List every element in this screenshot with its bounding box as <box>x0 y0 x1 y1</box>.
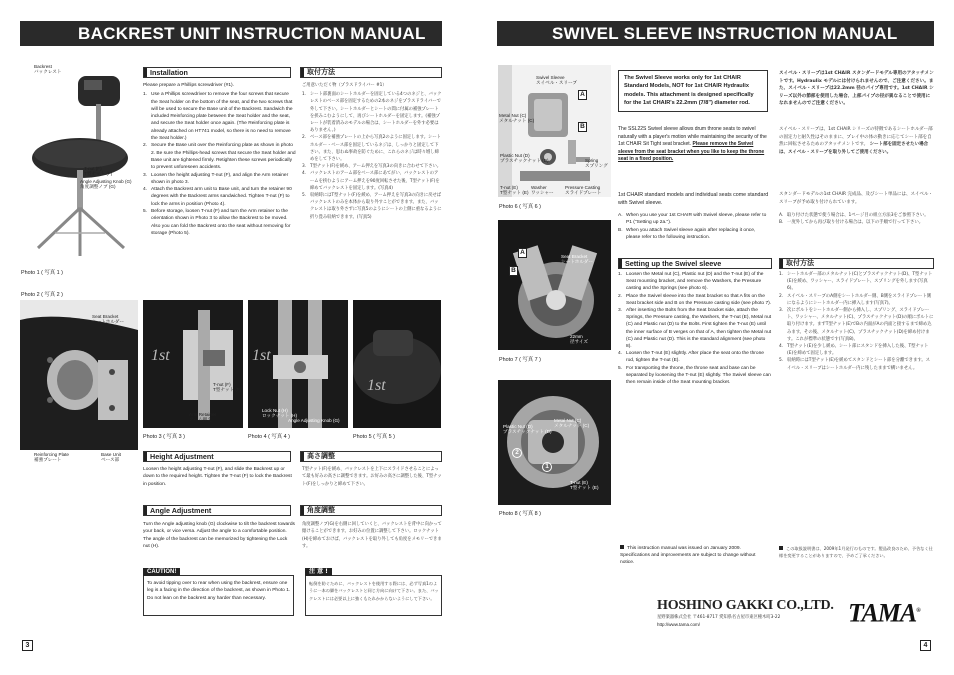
label-reinforcing-plate: Reinforcing Plate 補強プレート <box>34 452 69 463</box>
caution-heading-jp: 注 意 ! <box>305 568 332 576</box>
label-pressure-casting: Pressure Casting スライドプレート <box>565 185 602 196</box>
svg-text:1st: 1st <box>252 347 271 364</box>
installation-step-jp: 2. ベース部を補強プレートの上から写真2のように固定します。シートホルダー・ベース部を固定しているネジは、しっかりと固定して下さい。また、思わぬ事故を防ぐために、これらのネジは時々増し締めをして下さい。 <box>302 135 441 163</box>
photo-2-caption: Photo 2 ( 写真 2 ) <box>21 292 63 298</box>
label-22mm: 22mm 径サイズ <box>570 334 589 345</box>
photo-8-caption: Photo 8 ( 写真 8 ) <box>499 511 541 517</box>
height-text-jp: T型ナット(F)を緩め、バックレストを上下にスライドさせることによって最も好みの高さに調整できます。お好みの高さに調整した後、T型ナット(F)をしっかりと締めて下さい。 <box>302 467 442 487</box>
label-tnut-photo8: T-nut (E) T型ナット (E) <box>570 480 599 491</box>
square-bullet-icon <box>620 545 624 549</box>
installation-step: 3. Loosen the height adjusting T-nut (F), and align the Arm retainer shown in photo 3. <box>143 172 289 185</box>
installation-heading: Installation <box>143 67 291 78</box>
photo-8 <box>498 380 611 505</box>
photo-3 <box>143 300 243 428</box>
standard-item: B. When you attach Swivel sleeve again after replacing it once, please refer to the following instruction. <box>618 227 756 240</box>
setup-step: 5. For transporting the throne, the throne seat and base can be separated by loosening the T-nut (E) slightly. The Swivel sleeve can then remain inside of the Seat mounting bracket. <box>618 365 771 386</box>
caution-box <box>143 569 294 616</box>
angle-text: Turn the Angle adjusting knob (G) clockwise to tilt the backrest towards your back, or vice versa. Adjust the angle to a comfortable position. The angle of the backrest can be memorized by tightening the Lock nut (H). <box>143 522 295 549</box>
standard-item-jp: B. 一度外してから再び取り付ける場合は、以下の手順で行って下さい。 <box>779 220 924 226</box>
marker-2: 2 <box>512 448 522 458</box>
label-spring: Spring スプリング <box>585 158 608 169</box>
standard-item-jp: A. 取り付けた状態で使う場合は、1ページ目の組立方法3をご参照下さい。 <box>779 213 929 218</box>
setup-step-jp: 1. シートホルダー部のメタルナット(C)とプラスチックナット(D)、T型ナット(E)を緩め、ワッシャー、スライドプレート、スプリングを外します(写真6)。 <box>779 272 933 292</box>
installation-steps-jp <box>302 91 442 221</box>
photo-4 <box>248 300 348 428</box>
photo-7-caption: Photo 7 ( 写真 7 ) <box>499 357 541 363</box>
installation-text <box>143 82 296 237</box>
installation-intro-jp: ご用意いただく物（プラスドライバー #1） <box>302 83 387 88</box>
label-base-unit: Base Unit ベース部 <box>101 452 121 463</box>
photo-2 <box>20 300 138 450</box>
photo-5 <box>353 300 441 428</box>
angle-heading-jp: 角度調整 <box>300 505 442 516</box>
installation-step-jp: 4. バックレストのアーム部をベース部にあてがい、バックレストのアームを挟むようにアーム押えを90度回転させた後、T型ナット(F)を締めてバックレストを固定します。(写真4) <box>302 171 440 191</box>
svg-text:1st: 1st <box>367 377 386 394</box>
company-name: HOSHINO GAKKI CO.,LTD. <box>657 598 834 613</box>
right-page-title: SWIVEL SLEEVE INSTRUCTION MANUAL <box>497 21 934 46</box>
label-seat-bracket-photo7: Seat Bracket シートホルダー <box>561 254 593 265</box>
company-url: http://www.tama.com/ <box>657 622 701 627</box>
setup-step: 4. Loosen the T-nut (E) slightly. After place the seat onto the throne rod, tighten the T-nut (E). <box>618 351 764 364</box>
height-heading: Height Adjustment <box>143 451 291 462</box>
company-address: 星野楽器株式会社 〒461-8717 愛知県名古屋市東区橦木町3-22 <box>657 615 781 620</box>
photo-1 <box>20 58 138 263</box>
marker-1: 1 <box>542 462 552 472</box>
tag-b: B <box>578 122 587 132</box>
photo-7 <box>498 220 611 350</box>
label-angle-knob-photo4: Angle Adjusting Knob (G) <box>288 418 340 423</box>
standard-item: A. When you use your 1st CHAIR with Swivel sleeve, please refer to P1 ("Setting up 2a."). <box>618 213 767 226</box>
standard-intro-jp: スタンダードモデルの1st CHAIR 完成品、及びシート単品には、スイベル・スリーブが予め取り付けられています。 <box>779 192 933 205</box>
swivel-intro-bold: Please remove the Swivel sleeve from the seat bracket when you like to keep the throne seat in a fixed position. <box>618 141 765 163</box>
setup-steps <box>618 271 772 386</box>
setup-steps-jp <box>779 271 934 372</box>
label-metal-nut-photo8: Metal Nut (C) メタルナット (C) <box>554 418 590 429</box>
setup-step-jp: 2. スイベル・スリーブのA側をシートホルダー側、B側をスライドプレート側になるようにシートホルダー内に挿入します(写真7)。 <box>779 293 932 306</box>
installation-step: 1. Use a Phillips screwdriver to remove the four screws that secure the Seat holder on the bottom of the seat, and the two screws that will be used to secure the Base unit of the Backrest. Sandwich the included Reinforcing plate between the Seat holder and the seat, and secure the Seat holder once again. (The Reinforcing plate is already attached on HT741 model, so there is no need to remove the Seat holder.) <box>143 92 293 142</box>
installation-steps <box>143 91 296 237</box>
installation-step-jp: 1. シート部裏面のシートホルダーを固定している4つのネジと、バックレストのベース部を固定するための2本のネジをプラスドライバーで外して下さい。シートホルダーとシートの間に付属の補強プレートを挟みこむようにして、再びシートホルダーを固定します。(補強プレートが装着済みのモデルの場合は、シートホルダーを外す必要はありません。) <box>302 92 442 134</box>
photo-1-caption: Photo 1 ( 写真 1 ) <box>21 270 63 276</box>
label-lock-nut: Lock Nut (H) ロックナット (H) <box>262 408 298 419</box>
setup-heading-jp: 取付方法 <box>779 258 934 269</box>
photo-4-caption: Photo 4 ( 写真 4 ) <box>248 434 290 440</box>
folded-backrest-illustration <box>353 300 441 428</box>
compatibility-notice-jp: スイベル・スリーブは1st CHAIR スタンダードモデル専用のアタッチメントです。Hydraulix モデルには付けられませんので、ご注意ください。また、スイベル・スリーブは22.2mm 径のパイプ専用です。1st CHAIR シリーズ以外の節部を使用した場合、上部パイプの径が異なることで使用になれませんのでご注意ください。 <box>779 71 934 107</box>
height-text: Loosen the height adjusting T-nut (F), and slide the Backrest up or down to the required height. Tighten the T-nut (F) to lock the Backrest in position. <box>143 467 292 487</box>
caution-text-jp: 転倒を防ぐために、バックレストを使用する際には、必ず写真1のように一本の脚をバックレストと同じ方向に向けて下さい。また、バックレストには必要以上に強くもたれかからないようにして下さい。 <box>309 581 439 601</box>
seat-bracket-insertion-illustration <box>498 220 611 350</box>
label-seat-bracket: Seat Bracket シートホルダー <box>92 314 124 325</box>
setup-step: 1. Loosen the Metal nut (C), Plastic nut (D) and the T-nut (E) of the Seat mounting bracket, and remove the Washers, the Pressure casting and the Springs (see photo 6). <box>618 272 764 292</box>
installation-intro: Please prepare a Phillips screwdriver (#1). <box>143 83 234 88</box>
tama-logo: TAMA® <box>848 598 920 628</box>
left-page-number: 3 <box>22 640 33 651</box>
svg-text:1st: 1st <box>151 347 170 364</box>
swivel-intro-jp-bold: シート部を固定させたい場合は、スイベル・スリーブを取り外してご使用ください。 <box>779 142 929 155</box>
photo-6-caption: Photo 6 ( 写真 6 ) <box>499 204 541 210</box>
installation-step-jp: 5. 収納時にはT型ナット(F)を緩め、アーム押えを写真3の向きに戻せばバックレストのみを本体から取り外すことができます。また、バックレストは取り外さずに写真5のようにシートの上側に重なるように折り畳み収納できます。(写真5) <box>302 193 442 220</box>
setup-step: 2. Place the Swivel sleeve into the Seat bracket so that A fits on the Seat bracket side and B on the Pressure casting side (see photo 7). <box>618 293 772 306</box>
tag-a-photo7: A <box>518 248 527 258</box>
label-swivel-sleeve: Swivel Sleeve スイベル・スリーブ <box>536 75 578 86</box>
standard-intro: 1st CHAIR standard models and individual seats come standard with Swivel sleeve. <box>618 192 769 207</box>
installation-text-jp <box>302 82 442 221</box>
installation-step: 5. Before storage, loosen T-nut (F) and turn the Arm retainer to the orientation shown in Photo 3 to allow the Backrest to be moved. Also you can fold the Backrest onto the seat without removing for storage (Photo 5). <box>143 209 291 236</box>
installation-step-jp: 3. T型ナット(F)を緩め、アーム押えを写真3の向きに合わせて下さい。 <box>302 164 442 170</box>
label-angle-knob: Angle Adjusting Knob (G) 角度調整ノブ (G) <box>80 179 132 190</box>
angle-heading: Angle Adjustment <box>143 505 291 516</box>
label-tnut-f: T-nut (F) T型ナット (F) <box>84 166 113 177</box>
installation-step: 2. Secure the Base unit over the Reinforcing plate as shown in photo 2. Be sure the Phillips-head screws that secure the Seat holder and Base unit are tightened firmly. Retighten these screws periodically to prevent unforeseen accidents. <box>143 143 296 171</box>
setup-step-jp: 3. 次にボルトをシートホルダー側から挿入し、スプリング、スライドプレート、ワッシャー、メタルナット(C)、プラスチックナット(D)の順にボルトに取り付けます。まずT型ナット(E)でBの内面がAの内面と接するまで締め込みます。その後、メタルナット(C)、プラスチックナット(D)を締め付けます。これが標準の状態です(写真8)。 <box>779 308 934 342</box>
setup-step-jp: 5. 収納時にはT型ナット(E)を緩めてスタンドとシート部を分離できます。スイベル・スリーブはシートホルダー内に残したままで構いません。 <box>779 358 931 371</box>
standard-items <box>618 212 770 241</box>
throne-with-backrest-illustration <box>20 58 138 263</box>
tag-b-photo7: B <box>509 266 518 276</box>
issue-note: This instruction manual was issued on January 2009. Specifications and improvements are subject to change without notice. <box>620 546 756 565</box>
caution-box-jp <box>305 568 442 616</box>
angle-text-jp: 角度調整ノブ(G)を右側に回していくと、バックレストを背中に向かって傾けることができます。お好みの位置に調整して下さい。ロックナット(H)を締めておけば、バックレストを取り外しても角度をメモリーできます。 <box>302 522 442 549</box>
right-page-number: 4 <box>920 640 931 651</box>
standard-items-jp <box>779 212 934 227</box>
swivel-intro-jp: スイベル・スリーブは、1st CHAIR シリーズの特徴であるシートホルダー部の固定力と耐久性はそのままに、プレイ中の体の動きに応じてシート部を自然に回転させるためのアタッチメントです。 シート部を固定させたい場合は、スイベル・スリーブを取り外してご使用ください。 <box>779 127 933 155</box>
label-tnut-f-photo3: T-nut (F) T型ナット (F) <box>213 382 242 393</box>
photo-6 <box>498 65 611 197</box>
photo-5-caption: Photo 5 ( 写真 5 ) <box>353 434 395 440</box>
caution-text: To avoid tipping over to rear when using the backrest, ensure one leg is a facing in the direction of the backrest, as shown in Photo 1. Do not lean on the backrest any harder than necessary. <box>147 581 291 601</box>
label-arm-retainer: Arm Retainer アーム押え <box>189 412 217 423</box>
setup-step-jp: 4. T型ナット(E)を少し緩め、シート部にスタンドを挿入した後、T型ナット(E)を締めて固定します。 <box>779 344 929 357</box>
setup-heading: Setting up the Swivel sleeve <box>618 258 772 269</box>
installation-step: 4. Attach the Backrest arm unit to Base unit, and turn the retainer 90 degrees with the Backrest arms sandwiched. Tighten T-nut (F) to lock the arms in position (Photo 4). <box>143 187 292 207</box>
compatibility-notice: The Swivel Sleeve works only for 1st CHAIR Standard Models, NOT for 1st CHAIR Hydraulix models. This attachment is designed specifically for the 1st CHAIR's 22.2mm (7/8") diameter rod. <box>618 70 768 112</box>
label-backrest: Backrest バックレスト <box>34 64 62 75</box>
arm-retainer-illustration <box>143 300 243 428</box>
setup-step: 3. After inserting the Bolts from the Seat bracket side, attach the Springs, the Pressure casting, the Washers, the T-nut (E), Metal nut (C) and Plastic nut (D) to the Bolts. First tighten the T-nut (E) until the inner surface of B verges on that of A, then tighten the Metal nut (C) and Plastic nut (D). This is the standard alignment (see photo 8). <box>618 308 772 350</box>
label-washer: Washer ワッシャー <box>531 185 554 196</box>
label-plastic-nut-photo8: Plastic Nut (D) プラスチックナット (D) <box>503 424 552 435</box>
issue-note-jp: この取扱説明書は、2009年1月発行のものです。製品改良のため、予告なく仕様を変更することがありますので、予めご了承ください。 <box>779 546 933 558</box>
label-metal-nut-c: Metal Nut (C) メタルナット (C) <box>499 113 535 124</box>
swivel-intro: The SSL22S Swivel sleeve allows drum throne seats to swivel naturally with a player's motion while maintaining the security of the 1st CHAIR Sit Tight seat bracket. Please remove the Swivel sleeve from the seat bracket when you like to keep the throne seat in a fixed position. <box>618 126 767 163</box>
installation-heading-jp: 取付方法 <box>300 67 442 78</box>
tag-a: A <box>578 90 587 100</box>
photo-3-caption: Photo 3 ( 写真 3 ) <box>143 434 185 440</box>
square-bullet-icon <box>779 546 783 550</box>
height-heading-jp: 高さ調整 <box>300 451 442 462</box>
left-page-title: BACKREST UNIT INSTRUCTION MANUAL <box>20 21 442 46</box>
caution-heading: CAUTION! <box>143 568 180 576</box>
label-plastic-nut-d: Plastic Nut (D) プラスチックナット (D) <box>500 153 549 164</box>
label-tnut-e: T-nut (E) T型ナット (E) <box>500 185 529 196</box>
